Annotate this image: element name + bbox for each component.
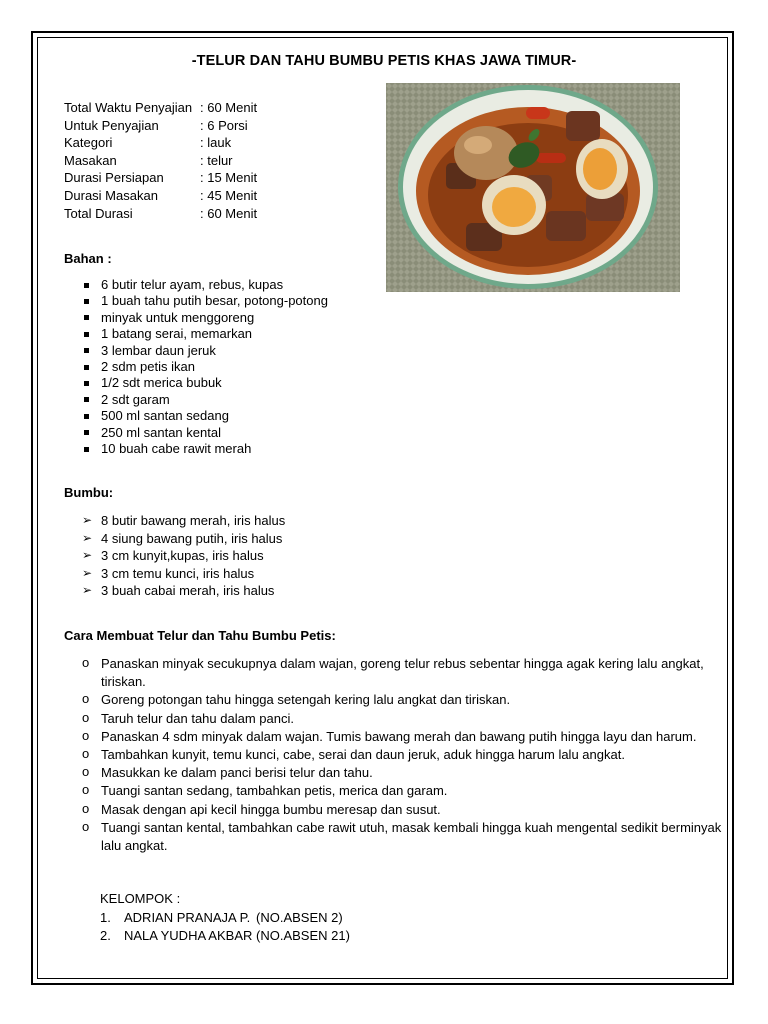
member-number: 1. <box>100 909 111 925</box>
step-item: o Masukkan ke dalam panci berisi telur dan tahu. <box>82 764 722 782</box>
step-item: o Tuangi santan kental, tambahkan cabe rawit utuh, masak kembali hingga kuah mengental sedikit berminyak lalu angkat. <box>82 819 722 855</box>
list-item: 1 batang serai, memarkan <box>82 326 328 342</box>
list-item: 10 buah cabe rawit merah <box>82 441 328 457</box>
meta-value: : 6 Porsi <box>200 117 248 133</box>
member-absen: (NO.ABSEN 21) <box>256 928 350 943</box>
meta-row <box>64 169 257 187</box>
bumbu-list <box>82 512 285 600</box>
list-item: ➢ 3 buah cabai merah, iris halus <box>82 582 285 600</box>
member-number: 2. <box>100 928 111 943</box>
meta-label: Total Waktu Penyajian <box>64 100 193 115</box>
step-item: o Goreng potongan tahu hingga setengah kering lalu angkat dan tiriskan. <box>82 691 722 709</box>
recipe-meta <box>64 99 257 222</box>
cara-list <box>82 655 722 855</box>
meta-row <box>64 152 257 170</box>
list-item: ➢ 3 cm temu kunci, iris halus <box>82 565 285 583</box>
meta-row <box>64 117 257 135</box>
list-item: 1 buah tahu putih besar, potong-potong <box>82 293 328 309</box>
dish-illustration <box>386 83 680 292</box>
bahan-heading: Bahan : <box>64 251 112 266</box>
meta-row <box>64 99 257 117</box>
member-row <box>100 909 350 928</box>
list-item: 1/2 sdt merica bubuk <box>82 375 328 391</box>
meta-row <box>64 187 257 205</box>
meta-value: : 60 Menit <box>200 100 258 115</box>
bahan-list <box>82 277 328 457</box>
list-item: ➢ 4 siung bawang putih, iris halus <box>82 530 285 548</box>
step-item: o Masak dengan api kecil hingga bumbu meresap dan susut. <box>82 801 722 819</box>
list-item: 3 lembar daun jeruk <box>82 343 328 359</box>
list-item: ➢ 3 cm kunyit,kupas, iris halus <box>82 547 285 565</box>
list-item: minyak untuk menggoreng <box>82 310 328 326</box>
meta-value: : 15 Menit <box>200 170 258 186</box>
kelompok-heading: KELOMPOK : <box>100 891 181 906</box>
step-item: o Tuangi santan sedang, tambahkan petis, merica dan garam. <box>82 782 722 800</box>
list-item: 2 sdm petis ikan <box>82 359 328 375</box>
meta-value: : telur <box>200 152 233 168</box>
page-title: -TELUR DAN TAHU BUMBU PETIS KHAS JAWA TIMUR- <box>191 53 577 69</box>
meta-label: Durasi Persiapan <box>64 170 164 186</box>
kelompok-section <box>100 890 350 946</box>
dish-photo <box>386 83 680 292</box>
list-item: 500 ml santan sedang <box>82 408 328 424</box>
meta-row <box>64 205 257 223</box>
list-item: 250 ml santan kental <box>82 425 328 441</box>
bumbu-heading: Bumbu: <box>64 485 114 500</box>
step-item: o Panaskan minyak secukupnya dalam wajan, goreng telur rebus sebentar hingga agak kering lalu angkat, tiriskan. <box>82 655 722 691</box>
meta-row <box>64 134 257 152</box>
cara-heading: Cara Membuat Telur dan Tahu Bumbu Petis: <box>64 628 336 643</box>
step-item: o Taruh telur dan tahu dalam panci. <box>82 710 722 728</box>
meta-value: : lauk <box>200 135 232 151</box>
meta-label: Untuk Penyajian <box>64 117 159 133</box>
step-item: o Panaskan 4 sdm minyak dalam wajan. Tumis bawang merah dan bawang putih hingga layu dan harum. <box>82 728 722 746</box>
member-absen: (NO.ABSEN 2) <box>256 909 343 925</box>
member-row <box>100 927 350 946</box>
meta-label: Durasi Masakan <box>64 187 158 203</box>
list-item: ➢ 8 butir bawang merah, iris halus <box>82 512 285 530</box>
meta-value: : 45 Menit <box>200 187 258 203</box>
meta-label: Kategori <box>64 135 113 151</box>
meta-label: Masakan <box>64 152 117 168</box>
step-item: o Tambahkan kunyit, temu kunci, cabe, serai dan daun jeruk, aduk hingga harum lalu angkat. <box>82 746 722 764</box>
list-item: 6 butir telur ayam, rebus, kupas <box>82 277 328 293</box>
meta-value: : 60 Menit <box>200 205 258 221</box>
meta-label: Total Durasi <box>64 205 133 221</box>
member-name: ADRIAN PRANAJA P. <box>124 909 251 925</box>
list-item: 2 sdt garam <box>82 392 328 408</box>
member-name: NALA YUDHA AKBAR <box>124 928 253 943</box>
